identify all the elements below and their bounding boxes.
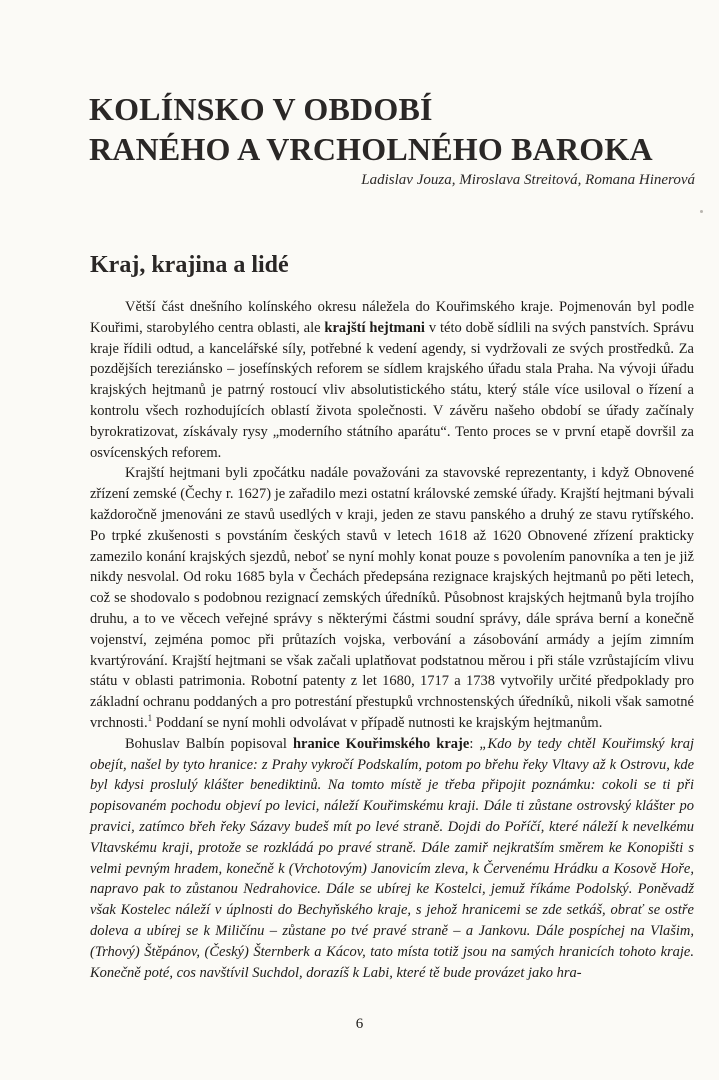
paragraph-2: [90, 463, 694, 733]
paragraph-3-bold: hranice Kouřimského kraje: [292, 735, 470, 752]
margin-mark: [700, 210, 703, 213]
paragraph-3-text-b: :: [469, 735, 480, 752]
page-number: 6: [355, 1016, 364, 1032]
chapter-title-line-2: RANÉHO A VRCHOLNÉHO BAROKA: [89, 131, 653, 167]
chapter-title-line-1: KOLÍNSKO V OBDOBÍ: [89, 91, 433, 127]
body-text: [90, 297, 694, 983]
paragraph-3-text-a: Bohuslav Balbín popisoval: [125, 735, 293, 752]
paragraph-1-text-b: v této době sídlili na svých panstvích. Správu kraje řídili odtud, a kancelářské síly, potřebné k vedení agendy, si vydržovali ze svých prostředků. Za pozdějších tereziánsko – josefínských reforem se sídlem krajského úřadu stala Praha. Na vývoji úřadu krajských hejtmanů je patrný rostoucí vliv absolutistického státu, který stále více usiloval o řízení a kontrolu všech rozhodujících oblastí života společnosti. V závěru našeho období se úřady začínaly byrokratizovat, získávaly rysy „moderního státního aparátu“. Tento proces se v první etapě dovršil za osvícenských reforem.: [90, 319, 694, 461]
paragraph-2-text-a: Krajští hejtmani byli zpočátku nadále považováni za stavovské reprezentanty, i když Obnovené zřízení zemské (Čechy r. 1627) je zařadilo mezi ostatní královské zemské úřady. Krajští hejtmani bývali každoročně jmenováni ze stavů usedlých v kraji, jeden ze stavu panského a druhý ze stavu rytířského. Po trpké zkušenosti s povstáním českých stavů v letech 1618 až 1620 Obnovené zřízení prakticky zamezilo konání krajských sjezdů, neboť se nyní mohly konat pouze s povolením panovníka a ten je již nikdy nesvolal. Od roku 1685 byla v Čechách předepsána rezignace krajských hejtmanů po pěti letech, což se shodovalo s podobnou rezignací zemských úředníků. Působnost krajských hejtmanů byla trojího druhu, a to ve věcech veřejné správy s některými částmi soudní správy, dále správa berní a konečně vojenství, zejména pomoc při průtazích vojska, verbování a zásobování armády a jejím zimním kvartýrování. Krajští hejtmani se však začali uplatňovat podstatnou měrou i při stále vzrůstajícím vlivu státu v oblasti patrimonia. Robotní patenty z let 1680, 1717 a 1738 vytvořily určité předpoklady pro základní ochranu poddaných a pro potrestání přestupků vrchnostenských úředníků, nikoli však samotné vrchnosti.: [90, 465, 694, 731]
paragraph-3-quote: „Kdo by tedy chtěl Kouřimský kraj obejít, našel by tyto hranice: z Prahy vykročí Podskalím, potom po břehu řeky Vltavy až k Ostrovu, kde byl kdysi proslulý klášter benediktinů. Na tomto místě je třeba připojit poznámku: cokoli se ti při popisovaném pochodu objeví po levici, náleží Kouřimskému kraji. Dále ti zůstane ostrovský klášter po pravici, zatímco břeh řeky Sázavy budeš mít po levé straně. Dojdi do Poříčí, které náleží k nevelkému Vltavskému kraji, protože se rozkládá po pravé straně. Dále zamiř nejkratším směrem ke Konopišti s velmi pevným hradem, konečně k (Vrchotovým) Janovicím zleva, k Červenému Hrádku a Kosově Hoře, napravo pak to zůstanou Nedrahovice. Dále se ubírej ke Kostelci, jemuž říkáme Podolský. Poněvadž však Kostelec náleží v úplnosti do Bechyňského kraje, s jehož hranicemi se zde setkáš, obrať se ostře doleva a ubírej se k Miličínu – zůstane po tvé pravé straně – a Jankovu. Dále pospíchej na Vlašim, (Trhový) Štěpánov, (Český) Šternberk a Kácov, tato místa totiž jsou na samých hranicích tohoto kraje. Konečně poté, cos navštívil Suchdol, dorazíš k Labi, které tě bude provázet jako hra-: [90, 735, 694, 981]
paragraph-1-bold: krajští hejtmani: [324, 319, 425, 336]
footnote-ref-1: 1: [147, 713, 153, 724]
authors-line: Ladislav Jouza, Miroslava Streitová, Romana Hinerová: [361, 172, 695, 188]
paragraph-1-text-a: Větší část dnešního kolínského okresu náležela do Kouřimského kraje. Pojmenován byl podle Kouřimi, starobylého centra oblasti, ale: [90, 299, 694, 336]
paragraph-2-text-b: Poddaní se nyní mohli odvolávat v případě nutnosti ke krajským hejtmanům.: [152, 714, 603, 731]
paragraph-3: [90, 734, 694, 984]
section-heading: Kraj, krajina a lidé: [90, 252, 289, 278]
paragraph-1: [90, 297, 694, 463]
chapter-title: [89, 89, 689, 169]
